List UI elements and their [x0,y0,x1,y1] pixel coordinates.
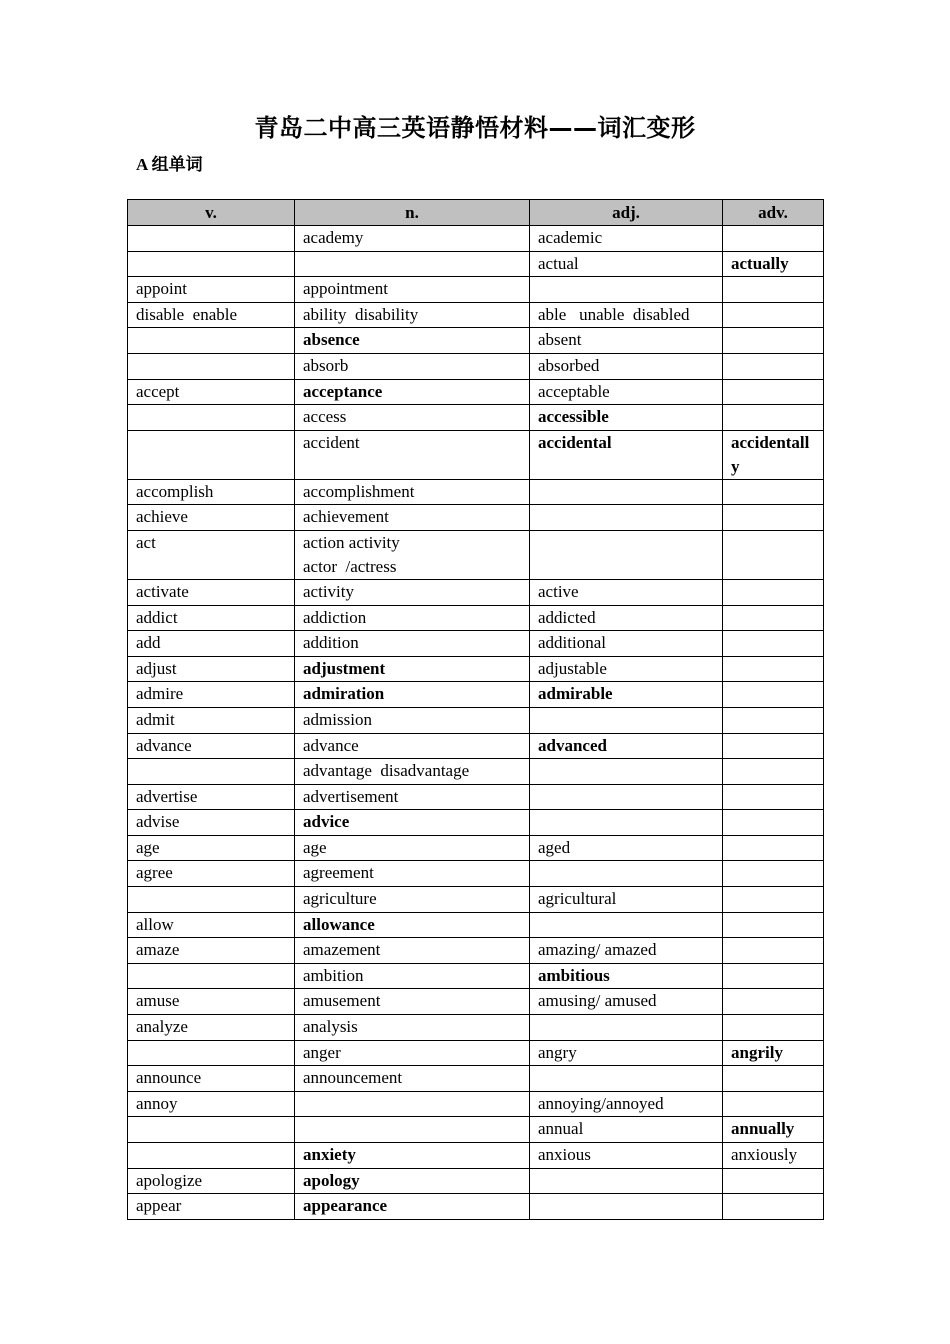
verb-cell [128,1143,295,1169]
table-row [128,759,824,785]
noun-cell: advantage disadvantage [295,759,530,785]
adjective-cell: acceptable [530,379,723,405]
adverb-cell [723,1168,824,1194]
adverb-cell: anxiously [723,1143,824,1169]
table-row [128,277,824,303]
table-row [128,1194,824,1220]
verb-cell: accomplish [128,479,295,505]
noun-cell: anxiety [295,1143,530,1169]
adjective-cell [530,1015,723,1041]
adjective-cell [530,479,723,505]
table-body [128,226,824,1220]
verb-cell: disable enable [128,302,295,328]
adverb-cell [723,479,824,505]
noun-cell [295,251,530,277]
adjective-cell [530,759,723,785]
noun-cell: acceptance [295,379,530,405]
table-row [128,1040,824,1066]
adverb-cell [723,912,824,938]
table-row [128,328,824,354]
verb-cell [128,405,295,431]
noun-cell: agriculture [295,887,530,913]
verb-cell: add [128,631,295,657]
table-row [128,1066,824,1092]
adverb-cell [723,302,824,328]
verb-cell: admit [128,707,295,733]
noun-cell: achievement [295,505,530,531]
table-row [128,835,824,861]
adverb-cell [723,328,824,354]
table-header [128,200,824,226]
verb-cell: allow [128,912,295,938]
verb-cell: announce [128,1066,295,1092]
table-row [128,430,824,479]
adverb-cell [723,835,824,861]
table-row [128,912,824,938]
adjective-cell: ambitious [530,963,723,989]
noun-cell: advance [295,733,530,759]
verb-cell [128,226,295,252]
noun-cell: activity [295,579,530,605]
table-row [128,479,824,505]
adjective-cell: accidental [530,430,723,479]
verb-cell [128,887,295,913]
noun-cell: announcement [295,1066,530,1092]
noun-cell: adjustment [295,656,530,682]
noun-cell: accident [295,430,530,479]
adverb-cell [723,605,824,631]
table-row [128,707,824,733]
verb-cell [128,1117,295,1143]
header-row [128,200,824,226]
noun-cell: admission [295,707,530,733]
adverb-cell [723,505,824,531]
adverb-cell [723,379,824,405]
noun-cell: analysis [295,1015,530,1041]
table-row [128,353,824,379]
table-row [128,1091,824,1117]
verb-cell: amuse [128,989,295,1015]
verb-cell: addict [128,605,295,631]
adverb-cell [723,887,824,913]
table-row [128,989,824,1015]
adjective-cell: accessible [530,405,723,431]
adverb-cell [723,656,824,682]
noun-cell: addiction [295,605,530,631]
adjective-cell: advanced [530,733,723,759]
table-row [128,1117,824,1143]
noun-cell: amazement [295,938,530,964]
noun-cell: academy [295,226,530,252]
adjective-cell [530,861,723,887]
adjective-cell: admirable [530,682,723,708]
adjective-cell: annoying/annoyed [530,1091,723,1117]
adjective-cell [530,912,723,938]
adverb-cell [723,733,824,759]
adverb-cell [723,1066,824,1092]
table-row [128,784,824,810]
verb-cell: admire [128,682,295,708]
page-title: 青岛二中高三英语静悟材料——词汇变形 [254,114,696,142]
adjective-cell [530,1168,723,1194]
adverb-cell [723,759,824,785]
adverb-cell [723,405,824,431]
adjective-cell: academic [530,226,723,252]
adverb-cell: actually [723,251,824,277]
table-row [128,938,824,964]
verb-cell: advise [128,810,295,836]
adverb-cell [723,861,824,887]
adverb-cell [723,707,824,733]
adjective-cell: additional [530,631,723,657]
noun-cell: anger [295,1040,530,1066]
adverb-cell [723,1091,824,1117]
adverb-cell [723,963,824,989]
adverb-cell: annually [723,1117,824,1143]
adjective-cell: adjustable [530,656,723,682]
adverb-cell [723,989,824,1015]
verb-cell [128,353,295,379]
noun-cell: apology [295,1168,530,1194]
adjective-cell: absent [530,328,723,354]
table-row [128,379,824,405]
adjective-cell [530,277,723,303]
verb-cell [128,328,295,354]
adjective-cell: angry [530,1040,723,1066]
table-row [128,1143,824,1169]
table-row [128,302,824,328]
header-noun: n. [295,200,530,226]
adjective-cell [530,784,723,810]
adverb-cell [723,682,824,708]
adverb-cell [723,579,824,605]
table-row [128,631,824,657]
verb-cell [128,759,295,785]
verb-cell: activate [128,579,295,605]
adjective-cell: anxious [530,1143,723,1169]
table-row [128,810,824,836]
header-verb: v. [128,200,295,226]
verb-cell [128,963,295,989]
noun-cell: ability disability [295,302,530,328]
noun-cell: agreement [295,861,530,887]
verb-cell: accept [128,379,295,405]
adverb-cell [723,1015,824,1041]
noun-cell: allowance [295,912,530,938]
table-row [128,605,824,631]
verb-cell: agree [128,861,295,887]
verb-cell [128,1040,295,1066]
verb-cell [128,251,295,277]
adjective-cell [530,707,723,733]
adjective-cell: annual [530,1117,723,1143]
verb-cell: appear [128,1194,295,1220]
table-row [128,963,824,989]
adjective-cell: addicted [530,605,723,631]
noun-cell: addition [295,631,530,657]
noun-cell: amusement [295,989,530,1015]
verb-cell: act [128,530,295,579]
adjective-cell [530,505,723,531]
table-row [128,530,824,579]
adverb-cell: accidentally [723,430,824,479]
adjective-cell: absorbed [530,353,723,379]
adjective-cell: aged [530,835,723,861]
noun-cell: advice [295,810,530,836]
verb-cell [128,430,295,479]
adverb-cell [723,810,824,836]
adjective-cell: amusing/ amused [530,989,723,1015]
noun-cell: admiration [295,682,530,708]
verb-cell: annoy [128,1091,295,1117]
table-row [128,682,824,708]
adjective-cell: actual [530,251,723,277]
noun-cell: absence [295,328,530,354]
verb-cell: advance [128,733,295,759]
noun-cell: ambition [295,963,530,989]
adjective-cell [530,1194,723,1220]
table-row [128,579,824,605]
noun-cell: age [295,835,530,861]
table-row [128,251,824,277]
table-row [128,505,824,531]
adverb-cell [723,226,824,252]
table-row [128,887,824,913]
adverb-cell [723,1194,824,1220]
noun-cell: appointment [295,277,530,303]
noun-cell: appearance [295,1194,530,1220]
verb-cell: advertise [128,784,295,810]
adjective-cell [530,1066,723,1092]
noun-cell [295,1117,530,1143]
verb-cell: analyze [128,1015,295,1041]
noun-cell: action activity actor /actress [295,530,530,579]
table-row [128,226,824,252]
verb-cell: adjust [128,656,295,682]
verb-cell: appoint [128,277,295,303]
noun-cell: accomplishment [295,479,530,505]
table-row [128,861,824,887]
adjective-cell [530,530,723,579]
table-row [128,405,824,431]
adjective-cell: able unable disabled [530,302,723,328]
table-row [128,733,824,759]
noun-cell: absorb [295,353,530,379]
adverb-cell [723,353,824,379]
adjective-cell [530,810,723,836]
verb-cell: age [128,835,295,861]
vocabulary-table [127,199,824,1220]
adjective-cell: agricultural [530,887,723,913]
adverb-cell [723,938,824,964]
adverb-cell [723,530,824,579]
header-adjective: adj. [530,200,723,226]
noun-cell: access [295,405,530,431]
adjective-cell: active [530,579,723,605]
adverb-cell [723,277,824,303]
adverb-cell [723,784,824,810]
adjective-cell: amazing/ amazed [530,938,723,964]
section-heading: A 组单词 [136,155,203,174]
header-adverb: adv. [723,200,824,226]
verb-cell: apologize [128,1168,295,1194]
table-row [128,1015,824,1041]
verb-cell: amaze [128,938,295,964]
noun-cell: advertisement [295,784,530,810]
table-row [128,1168,824,1194]
noun-cell [295,1091,530,1117]
adverb-cell [723,631,824,657]
table-row [128,656,824,682]
adverb-cell: angrily [723,1040,824,1066]
verb-cell: achieve [128,505,295,531]
